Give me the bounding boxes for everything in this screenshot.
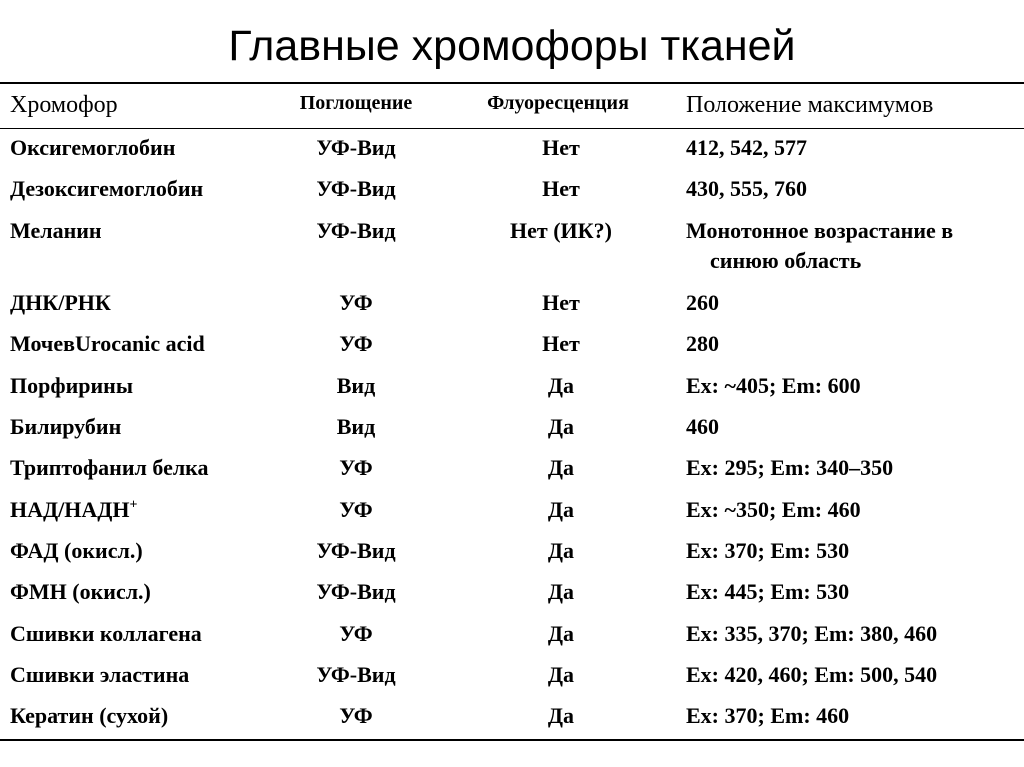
maxima-value: 280 <box>686 331 719 356</box>
absorption-value: УФ <box>339 703 373 728</box>
absorption-value: УФ-Вид <box>316 662 396 687</box>
fluorescence-value: Да <box>547 579 575 604</box>
fluorescence-value: Да <box>547 497 575 522</box>
maxima-value: 260 <box>686 290 719 315</box>
absorption-value: Вид <box>336 414 376 439</box>
absorption-value: УФ-Вид <box>316 176 396 201</box>
fluorescence-value: Да <box>547 373 575 398</box>
chromophore-name <box>10 495 137 525</box>
absorption-value: УФ-Вид <box>316 579 396 604</box>
chromophore-name: ФМН (окисл.) <box>10 579 151 604</box>
chromophore-name: Сшивки эластина <box>10 662 190 687</box>
absorption-value: УФ <box>339 290 373 315</box>
chromophore-name: Сшивки коллагена <box>10 621 202 646</box>
fluorescence-value: Да <box>547 621 575 646</box>
header-absorption: Поглощение <box>299 92 413 114</box>
absorption-value: УФ <box>339 621 373 646</box>
chromophore-name: Порфирины <box>10 373 134 398</box>
fluorescence-value: Нет <box>542 331 580 356</box>
maxima-value: Ex: 370; Em: 530 <box>686 538 850 563</box>
chromophore-name: Билирубин <box>10 414 122 439</box>
maxima-value: 412, 542, 577 <box>686 135 807 160</box>
header-fluorescence: Флуоресценция <box>487 92 629 114</box>
chromophore-name: МочевUrocanic acid <box>10 331 205 356</box>
maxima-value: Ex: ~350; Em: 460 <box>686 497 861 522</box>
fluorescence-value: Да <box>547 414 575 439</box>
fluorescence-value: Нет <box>542 290 580 315</box>
fluorescence-value: Нет <box>542 176 580 201</box>
absorption-value: УФ <box>339 455 373 480</box>
absorption-value: УФ-Вид <box>316 218 396 243</box>
table-bottom-rule <box>0 739 1024 741</box>
maxima-value <box>686 216 953 276</box>
fluorescence-value: Да <box>547 662 575 687</box>
absorption-value: УФ <box>339 497 373 522</box>
chromophore-name: ДНК/РНК <box>10 290 111 315</box>
absorption-value: УФ-Вид <box>316 538 396 563</box>
chromophore-name-text: НАД/НАДН <box>10 497 130 522</box>
maxima-value: 460 <box>686 414 719 439</box>
maxima-value: Ex: ~405; Em: 600 <box>686 373 861 398</box>
maxima-line-2: синюю область <box>710 248 862 273</box>
absorption-value: УФ-Вид <box>316 135 396 160</box>
maxima-value: Ex: 445; Em: 530 <box>686 579 850 604</box>
table-top-rule <box>0 82 1024 84</box>
header-bottom-rule <box>0 128 1024 129</box>
fluorescence-value: Да <box>547 455 575 480</box>
maxima-value: Ex: 335, 370; Em: 380, 460 <box>686 621 938 646</box>
chromophore-name: ФАД (окисл.) <box>10 538 143 563</box>
fluorescence-value: Нет <box>542 135 580 160</box>
maxima-value: 430, 555, 760 <box>686 176 807 201</box>
maxima-value: Ex: 420, 460; Em: 500, 540 <box>686 662 938 687</box>
chromophore-name: Оксигемоглобин <box>10 135 176 160</box>
superscript-plus: + <box>129 497 138 513</box>
header-chromophore: Хромофор <box>10 92 118 118</box>
absorption-value: Вид <box>336 373 376 398</box>
chromophore-name: Триптофанил белка <box>10 455 209 480</box>
chromophore-name: Дезоксигемоглобин <box>10 176 204 201</box>
chromophore-name: Кератин (сухой) <box>10 703 169 728</box>
fluorescence-value: Да <box>547 703 575 728</box>
fluorescence-value: Нет (ИК?) <box>510 218 612 243</box>
maxima-value: Ex: 295; Em: 340–350 <box>686 455 894 480</box>
header-maxima: Положение максимумов <box>686 92 934 118</box>
maxima-line-1: Монотонное возрастание в <box>686 218 954 243</box>
fluorescence-value: Да <box>547 538 575 563</box>
chromophore-name: Меланин <box>10 218 102 243</box>
slide-title: Главные хромофоры тканей <box>228 22 796 70</box>
maxima-value: Ex: 370; Em: 460 <box>686 703 850 728</box>
absorption-value: УФ <box>339 331 373 356</box>
